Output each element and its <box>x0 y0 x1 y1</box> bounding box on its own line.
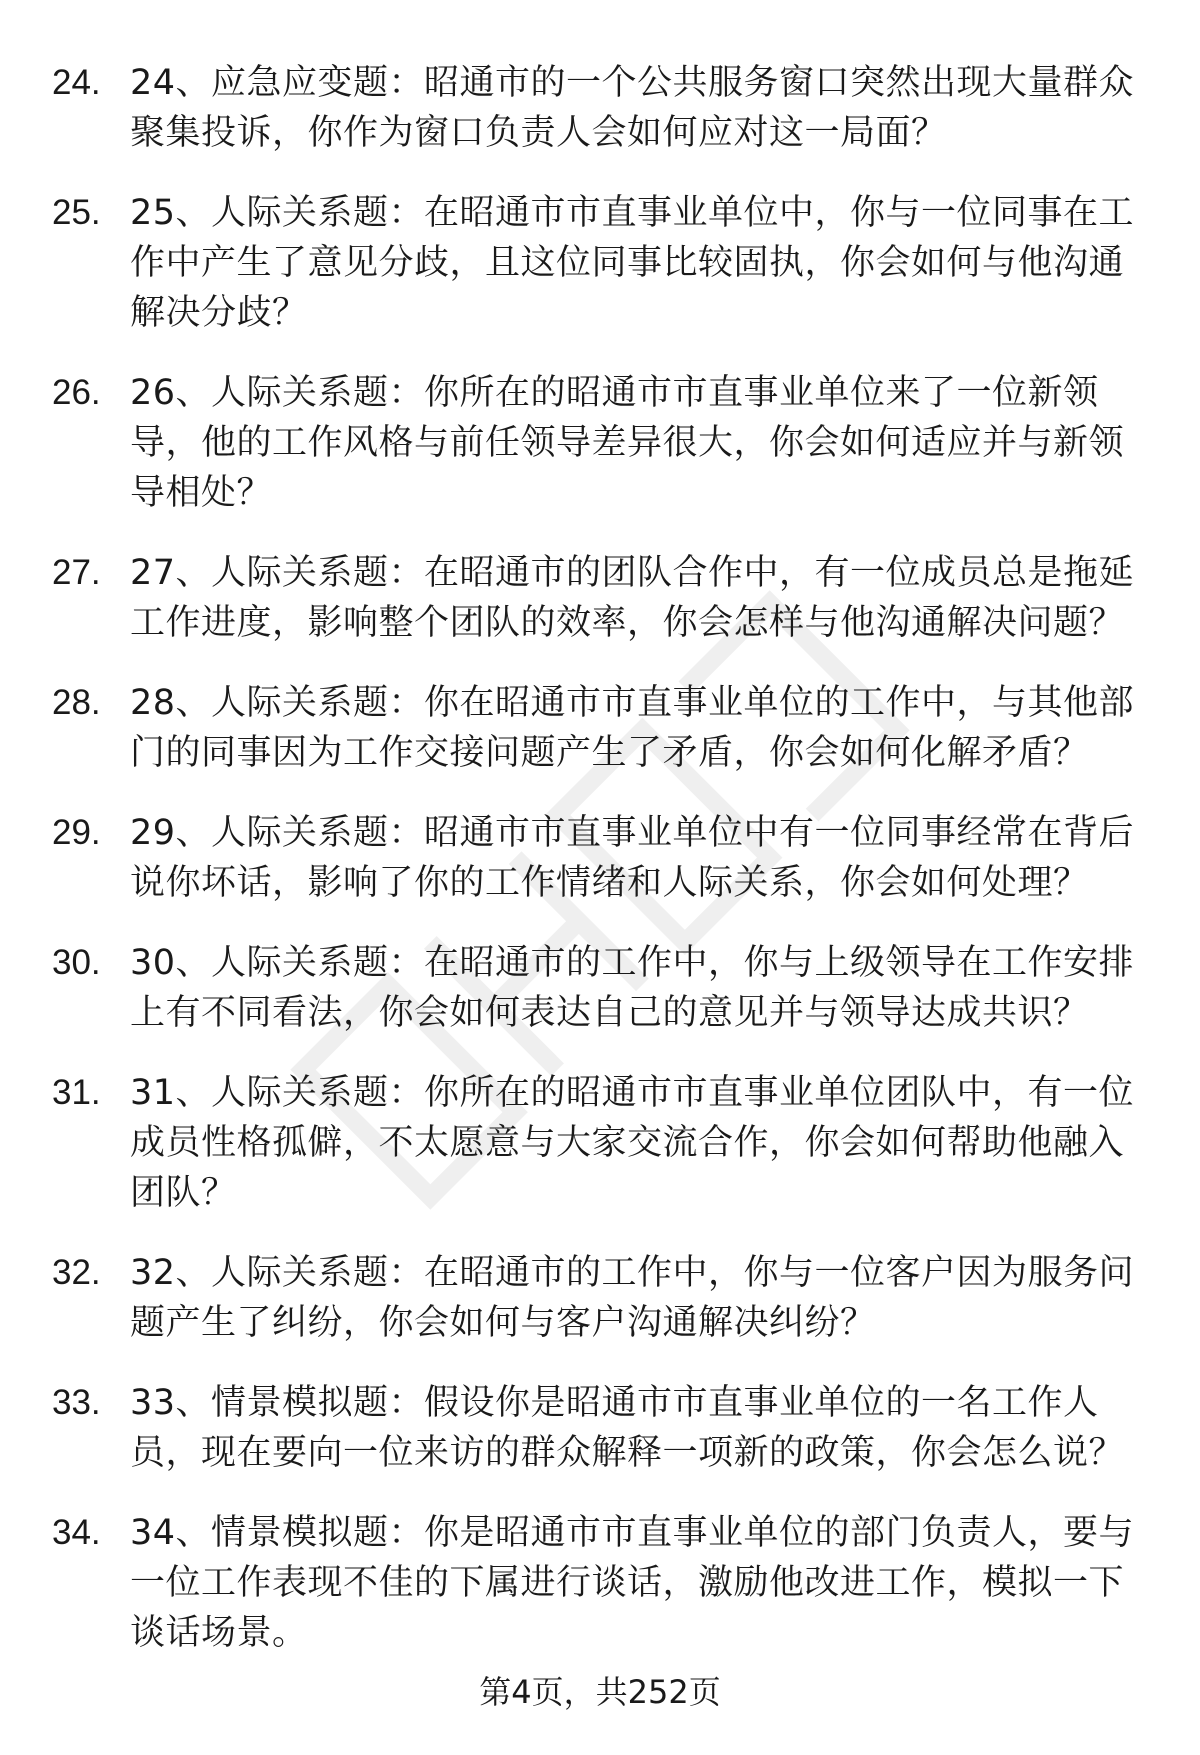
item-number: 28. <box>52 683 101 722</box>
list-item <box>0 368 1200 518</box>
list-item <box>0 1378 1200 1478</box>
item-number: 26. <box>52 373 101 412</box>
item-number: 33. <box>52 1383 101 1422</box>
list-item <box>0 678 1200 778</box>
item-number: 30. <box>52 943 101 982</box>
question-text: 28、人际关系题：你在昭通市市直事业单位的工作中，与其他部门的同事因为工作交接问题产生了矛盾，你会如何化解矛盾？ <box>130 683 1135 773</box>
list-item <box>0 1248 1200 1348</box>
question-text: 33、情景模拟题：假设你是昭通市市直事业单位的一名工作人员，现在要向一位来访的群众解释一项新的政策，你会怎么说？ <box>130 1383 1125 1473</box>
item-number: 25. <box>52 193 101 232</box>
question-text: 30、人际关系题：在昭通市的工作中，你与上级领导在工作安排上有不同看法，你会如何表达自己的意见并与领导达成共识？ <box>130 943 1135 1033</box>
item-number: 32. <box>52 1253 101 1292</box>
item-number: 29. <box>52 813 101 852</box>
question-text: 26、人际关系题：你所在的昭通市市直事业单位来了一位新领导，他的工作风格与前任领导差异很大，你会如何适应并与新领导相处？ <box>130 373 1125 513</box>
item-number: 31. <box>52 1073 101 1112</box>
question-text: 25、人际关系题：在昭通市市直事业单位中，你与一位同事在工作中产生了意见分歧，且这位同事比较固执，你会如何与他沟通解决分歧？ <box>130 193 1135 333</box>
list-item <box>0 1508 1200 1658</box>
item-number: 34. <box>52 1513 101 1552</box>
question-text: 27、人际关系题：在昭通市的团队合作中，有一位成员总是拖延工作进度，影响整个团队的效率，你会怎样与他沟通解决问题？ <box>130 553 1135 643</box>
list-item <box>0 938 1200 1038</box>
list-item <box>0 188 1200 338</box>
question-text: 29、人际关系题：昭通市市直事业单位中有一位同事经常在背后说你坏话，影响了你的工作情绪和人际关系，你会如何处理？ <box>130 813 1135 903</box>
item-number: 24. <box>52 63 101 102</box>
page-footer: 第4页，共252页 <box>479 1673 721 1711</box>
question-list <box>0 58 1200 1688</box>
question-text: 24、应急应变题：昭通市的一个公共服务窗口突然出现大量群众聚集投诉，你作为窗口负责人会如何应对这一局面？ <box>130 63 1135 153</box>
list-item <box>0 1068 1200 1218</box>
list-item <box>0 548 1200 648</box>
question-text: 34、情景模拟题：你是昭通市市直事业单位的部门负责人，要与一位工作表现不佳的下属进行谈话，激励他改进工作，模拟一下谈话场景。 <box>130 1513 1135 1653</box>
item-number: 27. <box>52 553 101 592</box>
question-text: 31、人际关系题：你所在的昭通市市直事业单位团队中，有一位成员性格孤僻，不太愿意与大家交流合作，你会如何帮助他融入团队？ <box>130 1073 1135 1213</box>
list-item <box>0 58 1200 158</box>
question-text: 32、人际关系题：在昭通市的工作中，你与一位客户因为服务问题产生了纠纷，你会如何与客户沟通解决纠纷？ <box>130 1253 1135 1343</box>
list-item <box>0 808 1200 908</box>
